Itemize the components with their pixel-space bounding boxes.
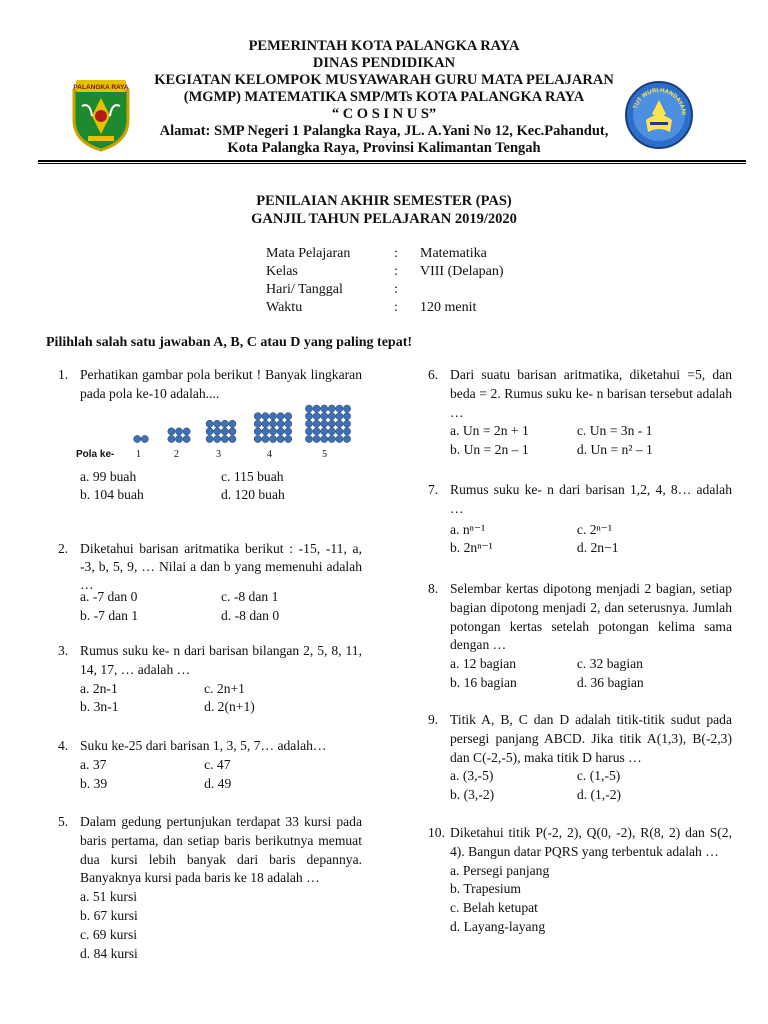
header-line-4: (MGMP) MATEMATIKA SMP/MTs KOTA PALANGKA RAYA: [183, 89, 585, 105]
option[interactable]: b. 104 buah: [80, 487, 144, 503]
question-6: [428, 366, 732, 460]
pattern-circle: [262, 435, 269, 442]
pattern-label: 4: [267, 448, 272, 460]
option[interactable]: b. 16 bagian: [450, 674, 517, 690]
info-label: Kelas: [266, 264, 298, 279]
pattern-label: 5: [322, 448, 327, 460]
pattern-circle: [229, 427, 236, 434]
pattern-circle: [229, 420, 236, 427]
pattern-circle: [321, 405, 328, 412]
header-line-3: KEGIATAN KELOMPOK MUSYAWARAH GURU MATA PELAJARAN: [154, 72, 614, 88]
option[interactable]: d. (1,-2): [576, 787, 622, 803]
pattern-circle: [328, 405, 335, 412]
pattern-row-label: Pola ke-: [76, 448, 115, 460]
pattern-circle: [277, 435, 284, 442]
option[interactable]: c. Belah ketupat: [450, 900, 538, 916]
pattern-circle: [313, 405, 320, 412]
pattern-circle: [328, 435, 335, 442]
info-row: [266, 299, 504, 317]
option[interactable]: d. -8 dan 0: [221, 607, 280, 623]
question-1: [58, 366, 362, 505]
question-text: Dalam gedung pertunjukan terdapat 33 kursi pada baris pertama, dan setiap baris berikutnya memuat dua kursi lebih banyak dari baris depannya. Banyaknya kursi pada baris ke 18 adalah …: [80, 814, 362, 886]
answer-options: [80, 888, 362, 963]
pattern-circle: [313, 435, 320, 442]
answer-options: [80, 756, 362, 794]
info-colon: :: [394, 282, 398, 297]
question-3: [58, 642, 362, 717]
question-4: [58, 737, 362, 793]
option[interactable]: c. 2ⁿ⁻¹: [576, 521, 613, 537]
info-row: [266, 245, 504, 263]
option[interactable]: a. -7 dan 0: [80, 589, 138, 604]
option[interactable]: c. 32 bagian: [576, 656, 643, 672]
svg-text:PALANGKA RAYA: PALANGKA RAYA: [73, 84, 129, 91]
question-7: [428, 481, 732, 558]
question-text: Titik A, B, C dan D adalah titik-titik sudut pada persegi panjang ABCD. Jika titik A(1,3), B(-2,3) dan C(-2,-5), maka titik D harus …: [450, 712, 732, 765]
question-text: Suku ke-25 dari barisan 1, 3, 5, 7… adalah…: [80, 738, 327, 753]
pattern-circle: [183, 435, 190, 442]
pattern-circle: [168, 427, 175, 434]
question-number: 4.: [58, 738, 69, 753]
pattern-circle: [305, 405, 312, 412]
option[interactable]: c. 47: [204, 756, 231, 772]
pattern-label: 3: [216, 448, 221, 460]
info-value: Matematika: [420, 246, 487, 261]
pattern-circle: [183, 427, 190, 434]
pattern-circle: [321, 435, 328, 442]
pattern-circle: [321, 412, 328, 419]
option[interactable]: d. Layang-layang: [450, 918, 546, 934]
option[interactable]: c. 2n+1: [204, 680, 245, 696]
option[interactable]: d. 36 bagian: [576, 674, 644, 690]
pattern-circle: [285, 420, 292, 427]
pattern-circle: [305, 420, 312, 427]
question-number: 3.: [58, 643, 69, 658]
pattern-circle: [254, 420, 261, 427]
info-row: [266, 263, 504, 281]
pattern-circle: [328, 412, 335, 419]
question-number: 7.: [428, 482, 439, 497]
pattern-circle: [328, 427, 335, 434]
pattern-circle: [229, 435, 236, 442]
info-label: Mata Pelajaran: [266, 246, 351, 261]
pattern-circle: [254, 412, 261, 419]
answer-options: [80, 468, 362, 506]
pattern-circle: [262, 427, 269, 434]
header-line-2: DINAS PENDIDIKAN: [312, 55, 456, 71]
pattern-circle: [141, 435, 148, 442]
pattern-circle: [168, 435, 175, 442]
option[interactable]: c. 69 kursi: [80, 926, 138, 942]
info-colon: :: [394, 264, 398, 279]
answer-options: [450, 767, 732, 805]
svg-text:TUT WURI HANDAYANI: TUT WURI HANDAYANI: [632, 87, 687, 116]
pattern-circle: [343, 405, 350, 412]
pattern-circle: [336, 435, 343, 442]
option[interactable]: b. (3,-2): [450, 787, 495, 803]
pattern-circle: [336, 420, 343, 427]
pattern-circle: [175, 435, 182, 442]
question-number: 2.: [58, 541, 69, 556]
pattern-circle: [269, 427, 276, 434]
header-line-5: “ C O S I N U S”: [331, 106, 437, 122]
pattern-circle: [336, 427, 343, 434]
question-text: Rumus suku ke- n dari barisan 1,2, 4, 8… adalah …: [450, 482, 732, 516]
question-text: Diketahui titik P(-2, 2), Q(0, -2), R(8, 2) dan S(2, 4). Bangun datar PQRS yang terbentuk adalah …: [450, 825, 732, 859]
exam-title-2: GANJIL TAHUN PELAJARAN 2019/2020: [251, 211, 517, 227]
pattern-circle: [254, 427, 261, 434]
pattern-circle: [277, 427, 284, 434]
pattern-circle: [269, 420, 276, 427]
option[interactable]: a. Persegi panjang: [450, 862, 550, 878]
info-value: VIII (Delapan): [420, 264, 504, 279]
pattern-circle: [262, 420, 269, 427]
question-number: 1.: [58, 367, 69, 382]
pattern-circle: [214, 427, 221, 434]
pattern-circle: [313, 420, 320, 427]
option[interactable]: a. nⁿ⁻¹: [450, 521, 486, 537]
answer-options: [450, 655, 732, 693]
option[interactable]: d. Un = n² – 1: [576, 442, 653, 458]
option[interactable]: d. 2(n+1): [204, 699, 255, 715]
pattern-circle: [305, 427, 312, 434]
option[interactable]: b. Trapesium: [450, 881, 522, 897]
pattern-circle: [214, 435, 221, 442]
question-5: [58, 813, 362, 963]
pattern-circle: [285, 412, 292, 419]
option[interactable]: c. (1,-5): [576, 768, 621, 784]
pattern-circle: [285, 435, 292, 442]
question-number: 10.: [428, 825, 445, 840]
answer-options: [450, 521, 732, 559]
pattern-circle: [336, 405, 343, 412]
answer-options: [450, 422, 732, 460]
pattern-circle: [305, 435, 312, 442]
option[interactable]: a. (3,-5): [450, 768, 494, 784]
pattern-circle: [254, 435, 261, 442]
pattern-circle: [221, 427, 228, 434]
question-9: [428, 711, 732, 805]
pattern-circle: [321, 427, 328, 434]
info-row: [266, 281, 504, 299]
option[interactable]: b. 3n-1: [80, 699, 119, 715]
option[interactable]: a. 12 bagian: [450, 656, 517, 672]
pattern-circle: [285, 427, 292, 434]
question-10: [428, 824, 732, 937]
pattern-circle: [277, 420, 284, 427]
exam-title-1: PENILAIAN AKHIR SEMESTER (PAS): [256, 193, 512, 209]
question-text: Rumus suku ke- n dari barisan bilangan 2, 5, 8, 11, 14, 17, … adalah …: [80, 643, 362, 677]
pattern-circle: [336, 412, 343, 419]
question-number: 9.: [428, 712, 439, 727]
pattern-circle: [343, 435, 350, 442]
option[interactable]: b. 2nⁿ⁻¹: [450, 540, 493, 556]
header-line-7: Kota Palangka Raya, Provinsi Kalimantan Tengah: [227, 140, 541, 156]
option[interactable]: d. 49: [204, 775, 232, 791]
pattern-circle: [206, 427, 213, 434]
pattern-circle: [214, 420, 221, 427]
pattern-circle: [321, 420, 328, 427]
info-colon: :: [394, 300, 398, 315]
pattern-circle: [206, 435, 213, 442]
info-label: Waktu: [266, 300, 303, 315]
option[interactable]: a. 2n-1: [80, 680, 118, 696]
letterhead: [0, 38, 768, 157]
pattern-label: 2: [174, 448, 179, 460]
pattern-circle: [328, 420, 335, 427]
option[interactable]: a. 99 buah: [80, 468, 137, 484]
question-text: Perhatikan gambar pola berikut ! Banyak lingkaran pada pola ke-10 adalah....: [80, 367, 362, 401]
option[interactable]: b. 67 kursi: [80, 907, 138, 923]
exam-title: [0, 192, 768, 228]
info-label: Hari/ Tanggal: [266, 282, 343, 297]
question-text: Diketahui barisan aritmatika berikut : -15, -11, a, -3, b, 5, 9, … Nilai a dan b yang memenuhi adalah …: [80, 541, 362, 592]
info-colon: :: [394, 246, 398, 261]
question-text: Dari suatu barisan aritmatika, diketahui =5, dan beda = 2. Rumus suku ke- n barisan tersebut adalah …: [450, 367, 732, 420]
pattern-circle: [343, 427, 350, 434]
answer-options: [450, 862, 732, 937]
pattern-circle: [343, 412, 350, 419]
header-line-6: Alamat: SMP Negeri 1 Palangka Raya, JL. A.Yani No 12, Kec.Pahandut,: [159, 123, 609, 139]
pattern-circle: [221, 435, 228, 442]
pattern-circle: [313, 412, 320, 419]
option[interactable]: d. 120 buah: [221, 487, 285, 503]
pattern-circle: [343, 420, 350, 427]
instruction: Pilihlah salah satu jawaban A, B, C atau D yang paling tepat!: [46, 335, 413, 350]
question-number: 8.: [428, 581, 439, 596]
pattern-circle: [277, 412, 284, 419]
option[interactable]: a. 37: [80, 756, 107, 772]
option[interactable]: d. 2n−1: [576, 540, 619, 556]
header-divider: [38, 160, 746, 162]
pattern-circle: [305, 412, 312, 419]
pattern-circle: [262, 412, 269, 419]
pattern-figure: [76, 404, 362, 462]
option[interactable]: c. Un = 3n - 1: [576, 423, 653, 439]
option[interactable]: b. 39: [80, 775, 108, 791]
pattern-label: 1: [136, 448, 141, 460]
answer-options: [80, 680, 362, 718]
pattern-circle: [221, 420, 228, 427]
pattern-circle: [134, 435, 141, 442]
header-divider-thin: [38, 163, 746, 164]
option[interactable]: a. 51 kursi: [80, 889, 138, 905]
question-number: 5.: [58, 814, 69, 829]
pattern-circle: [175, 427, 182, 434]
pattern-circle: [269, 435, 276, 442]
option[interactable]: c. 115 buah: [221, 468, 284, 484]
question-text: Selembar kertas dipotong menjadi 2 bagian, setiap bagian dipotong menjadi 2, dan seterusnya. Jumlah potongan kertas setelah potongan kelima sama dengan …: [450, 581, 732, 653]
option[interactable]: d. 84 kursi: [80, 945, 138, 961]
pattern-circle: [313, 427, 320, 434]
question-number: 6.: [428, 367, 439, 382]
header-line-1: PEMERINTAH KOTA PALANGKA RAYA: [248, 38, 520, 54]
pattern-circle: [206, 420, 213, 427]
question-2: [58, 540, 362, 626]
answer-options: [80, 588, 362, 626]
option[interactable]: b. -7 dan 1: [80, 607, 139, 623]
pattern-circle: [269, 412, 276, 419]
option[interactable]: c. -8 dan 1: [221, 589, 279, 604]
info-value: 120 menit: [420, 300, 477, 315]
question-8: [428, 580, 732, 693]
option[interactable]: b. Un = 2n – 1: [450, 442, 529, 458]
exam-info: [266, 245, 504, 317]
option[interactable]: a. Un = 2n + 1: [450, 423, 529, 439]
